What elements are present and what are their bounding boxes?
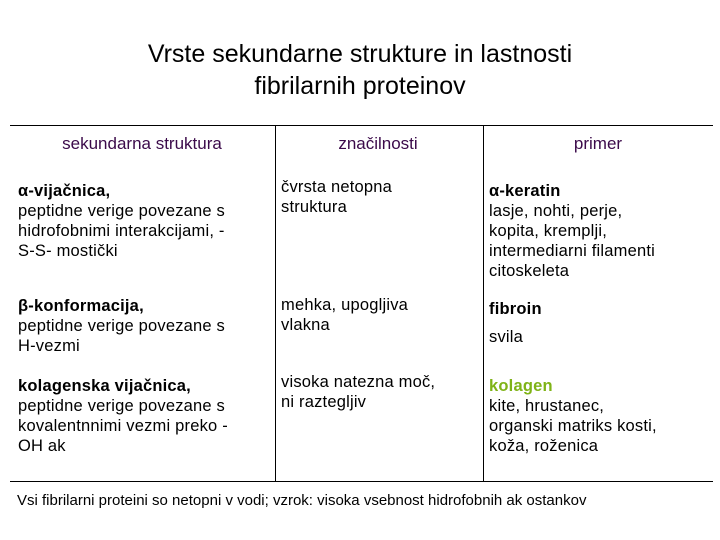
row-3-structure (18, 376, 272, 456)
structure-line: peptidne verige povezane s (18, 317, 226, 335)
header-structure: sekundarna struktura (62, 134, 222, 153)
column-divider-1 (275, 126, 276, 481)
property-line: visoka natezna moč, (281, 373, 436, 391)
header-example: primer (573, 134, 623, 153)
property-line: vlakna (281, 316, 330, 334)
row-3-properties (281, 372, 481, 412)
row-1-example (489, 181, 714, 281)
row-1-properties (281, 177, 481, 217)
row-2-structure (18, 296, 272, 356)
property-line: struktura (281, 198, 347, 216)
structure-line: H-vezmi (18, 337, 80, 355)
property-line: ni raztegljiv (281, 393, 367, 411)
slide-title (0, 38, 720, 102)
example-name: α-keratin (489, 182, 561, 200)
example-name: fibroin (489, 300, 542, 318)
slide-title-line-2: fibrilarnih proteinov (254, 72, 466, 100)
row-2-properties (281, 295, 481, 335)
structure-line: peptidne verige povezane s (18, 397, 226, 415)
table-top-border (10, 125, 713, 126)
property-line: čvrsta netopna (281, 178, 393, 196)
example-name-kolagen: kolagen (489, 377, 553, 395)
property-line: mehka, upogljiva (281, 296, 409, 314)
example-line: citoskeleta (489, 262, 570, 280)
structure-line: S-S- mostički (18, 242, 118, 260)
example-line: lasje, nohti, perje, (489, 202, 623, 220)
structure-line: peptidne verige povezane s (18, 202, 226, 220)
example-line: kite, hrustanec, (489, 397, 605, 415)
structure-line: hidrofobnimi interakcijami, - (18, 222, 225, 240)
row-1-structure (18, 181, 272, 261)
example-line: organski matriks kosti, (489, 417, 657, 435)
row-3-example (489, 376, 714, 456)
structure-name: β-konformacija, (18, 297, 144, 315)
example-line: svila (489, 328, 524, 346)
table-bottom-border (10, 481, 713, 482)
row-2-example (489, 299, 714, 347)
structure-line: OH ak (18, 437, 66, 455)
structure-line: kovalentnnimi vezmi preko - (18, 417, 228, 435)
example-line: koža, roženica (489, 437, 599, 455)
header-properties: značilnosti (338, 134, 418, 153)
footer-note: Vsi fibrilarni proteini so netopni v vodi; vzrok: visoka vsebnost hidrofobnih ak ostankov (17, 492, 587, 509)
slide-title-line-1: Vrste sekundarne strukture in lastnosti (147, 40, 573, 68)
structure-name: kolagenska vijačnica, (18, 377, 191, 395)
column-divider-2 (483, 126, 484, 481)
example-line: kopita, kremplji, (489, 222, 608, 240)
example-line: intermediarni filamenti (489, 242, 655, 260)
structure-name: α-vijačnica, (18, 182, 111, 200)
